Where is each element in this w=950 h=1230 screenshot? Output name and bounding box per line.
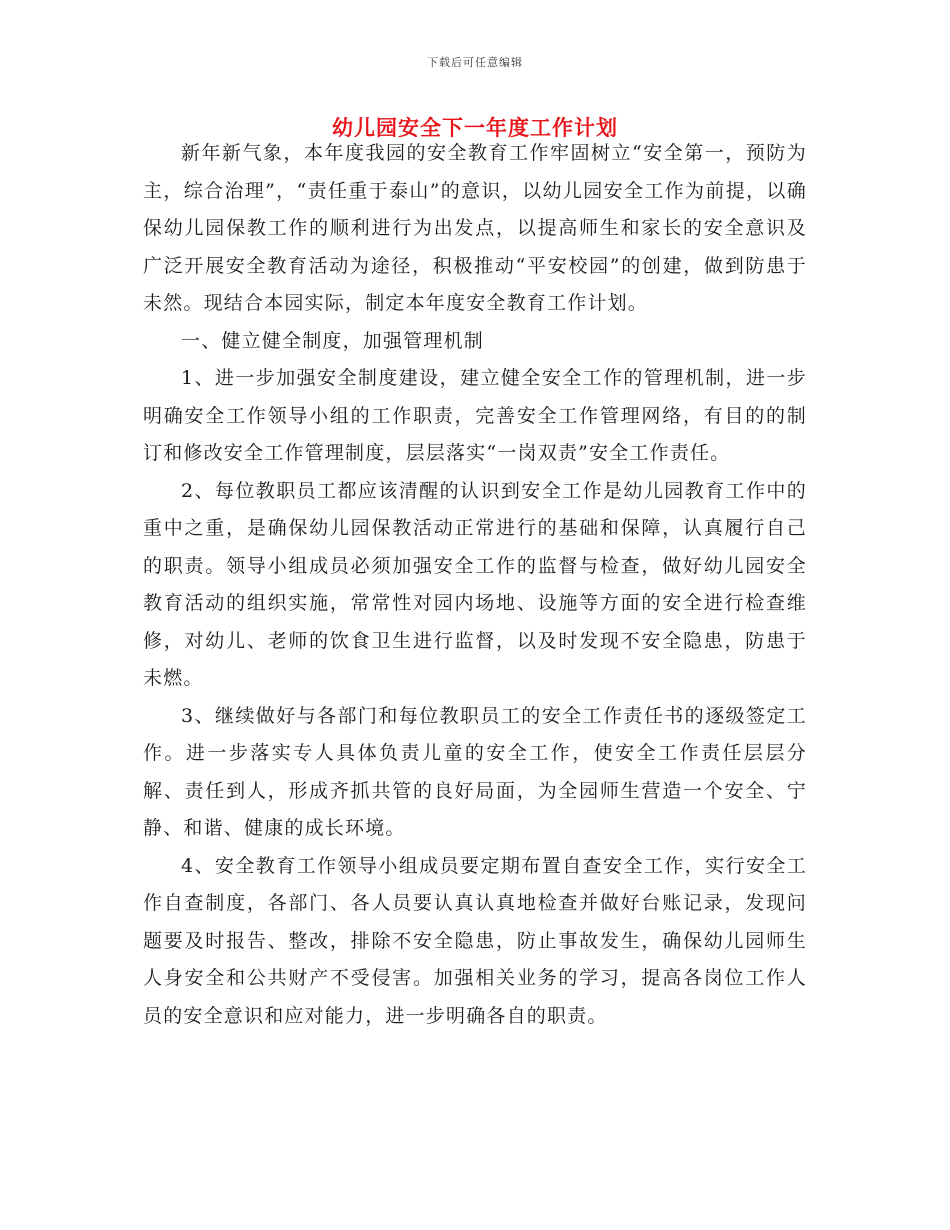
header-note: 下载后可任意编辑 (427, 56, 523, 69)
paragraph-item-2: 2、每位教职员工都应该清醒的认识到安全工作是幼儿园教育工作中的重中之重，是确保幼儿园保教活动正常进行的基础和保障，认真履行自己的职责。领导小组成员必须加强安全工作的监督与检查，做好幼儿园安全教育活动的组织实施，常常性对园内场地、设施等方面的安全进行检查维修，对幼儿、老师的饮食卫生进行监督，以及时发现不安全隐患，防患于未燃。 (143, 479, 807, 689)
section-heading-1: 一、健立健全制度，加强管理机制 (181, 329, 485, 352)
paragraph-item-3: 3、继续做好与各部门和每位教职员工的安全工作责任书的逐级签定工作。进一步落实专人具体负责儿童的安全工作，使安全工作责任层层分解、责任到人，形成齐抓共管的良好局面，为全园师生营造一个安全、宁静、和谐、健康的成长环境。 (143, 704, 807, 839)
paragraph-intro: 新年新气象，本年度我园的安全教育工作牢固树立“安全第一，预防为主，综合治理”，“责任重于泰山”的意识，以幼儿园安全工作为前提，以确保幼儿园保教工作的顺利进行为出发点，以提高师生和家长的安全意识及广泛开展安全教育活动为途径，积极推动“平安校园”的创建，做到防患于未然。现结合本园实际，制定本年度安全教育工作计划。 (143, 142, 807, 314)
paragraph-item-4: 4、安全教育工作领导小组成员要定期布置自查安全工作，实行安全工作自查制度，各部门、各人员要认真认真地检查并做好台账记录，发现问题要及时报告、整改，排除不安全隐患，防止事故发生，确保幼儿园师生人身安全和公共财产不受侵害。加强相关业务的学习，提高各岗位工作人员的安全意识和应对能力，进一步明确各自的职责。 (143, 854, 807, 1027)
document-title: 幼儿园安全下一年度工作计划 (332, 115, 618, 140)
document-body (143, 135, 807, 1035)
paragraph-item-1: 1、进一步加强安全制度建设，建立健全安全工作的管理机制，进一步明确安全工作领导小组的工作职责，完善安全工作管理网络，有目的的制订和修改安全工作管理制度，层层落实“一岗双责”安全工作责任。 (143, 367, 807, 464)
